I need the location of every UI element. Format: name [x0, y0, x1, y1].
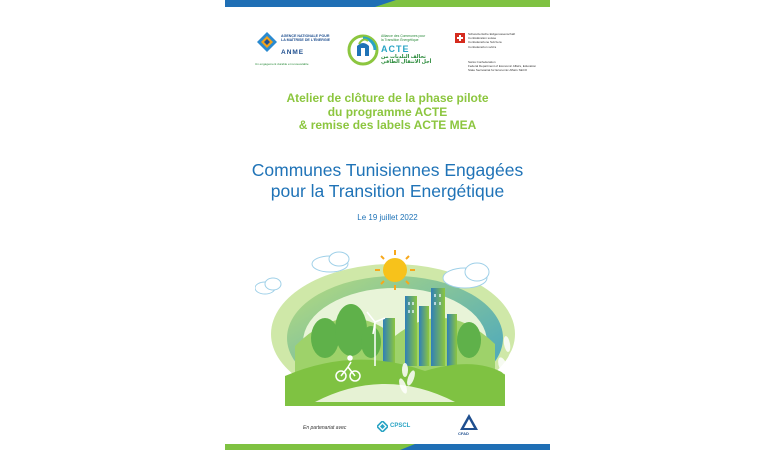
cloud-icon [255, 278, 281, 294]
acte-logo [347, 30, 437, 80]
event-headline [225, 92, 550, 133]
cfad-emblem-icon [460, 414, 478, 430]
partner-label: En partenariat avec [303, 425, 347, 431]
event-headline-line: du programme ACTE [327, 104, 448, 119]
green-city-illustration [255, 226, 525, 410]
bottom-color-bar [225, 444, 550, 450]
cfad-name: CFAD [458, 431, 469, 436]
cpscl-emblem-icon [377, 421, 388, 432]
swiss-confederation-logo [455, 30, 545, 80]
swiss-flag-icon [455, 33, 465, 43]
poster [225, 0, 550, 450]
cpscl-logo [377, 420, 417, 432]
swiss-confederation-names: Schweizerische Eidgenossenschaft Confédération suisse Confederazione Svizzera Confederaziun svizra [468, 32, 516, 49]
anme-name: AGENCE NATIONALE POUR LA MAÎTRISE DE L'ÉNERGIE [281, 34, 331, 43]
acte-emblem-icon [347, 34, 379, 66]
event-date: Le 19 juillet 2022 [357, 213, 418, 222]
anme-logo [253, 30, 333, 80]
main-title-line: Communes Tunisiennes Engagées [251, 160, 524, 180]
anme-tagline: Un engagement durable et renouvelable [255, 62, 309, 66]
seco-lines: Swiss Confederation Federal Department of Economic Affairs, Education State Secretariat for Economic Affairs SECO [468, 60, 537, 72]
acte-name: ACTE [381, 44, 410, 54]
event-headline-line: Atelier de clôture de la phase pilote [286, 91, 489, 105]
cfad-logo [457, 414, 481, 438]
anme-acronym: ANME [281, 49, 305, 56]
cloud-icon [312, 252, 349, 272]
acte-arabic-name: تحالف البلديات من أجل الانتقال الطاقي [381, 54, 432, 66]
anme-emblem-icon [257, 32, 277, 52]
acte-description: Alliance des Communes pour la Transition Énergétique [381, 34, 426, 42]
main-title [225, 160, 550, 202]
main-title-line: pour la Transition Energétique [270, 181, 505, 201]
cpscl-name: CPSCL [390, 423, 411, 429]
cloud-icon [443, 263, 489, 288]
event-headline-line: & remise des labels ACTE MEA [298, 118, 477, 132]
top-color-bar [225, 0, 550, 7]
